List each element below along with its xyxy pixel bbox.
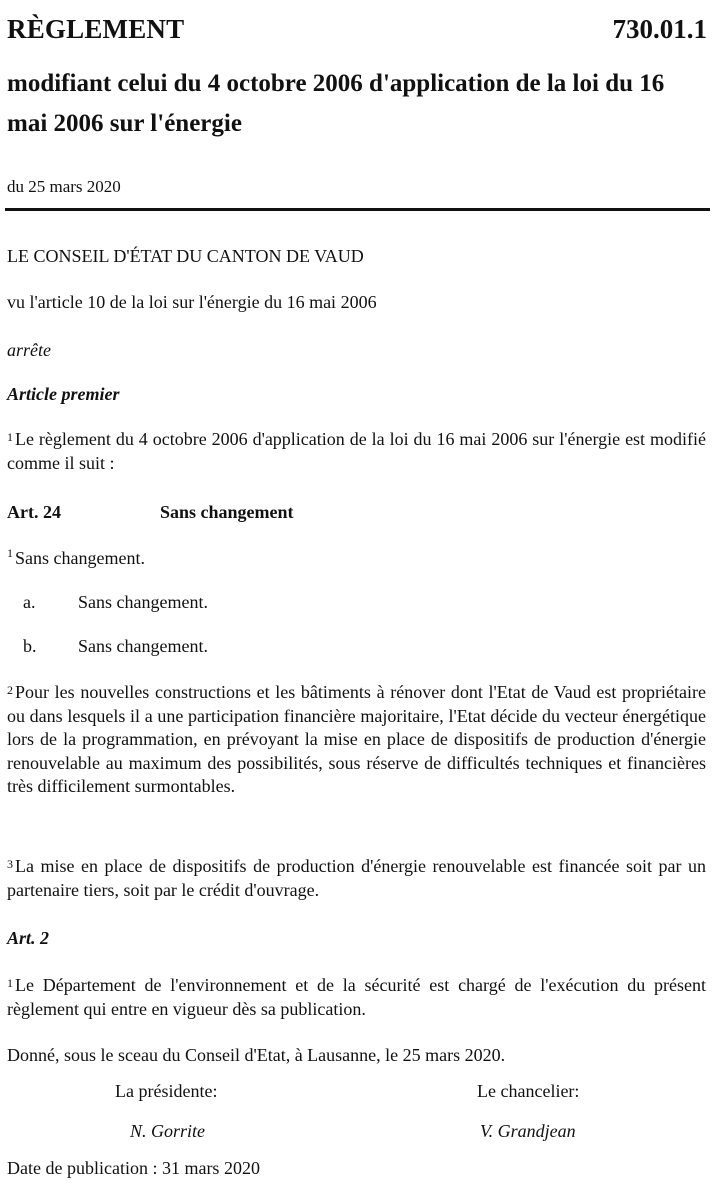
paragraph-number: 1 [7,546,13,560]
art24-item-a-label: a. [23,592,36,612]
art2-paragraph-1 [7,974,706,1021]
article-premier-paragraph-1 [7,428,706,475]
paragraph-number: 3 [7,857,13,871]
header-divider [5,208,710,211]
art24-paragraph-2 [7,681,706,799]
paragraph-number: 1 [7,430,13,444]
signature-left-role: La présidente: [115,1081,218,1101]
art24-title: Sans changement [160,502,294,522]
art24-item-b: Sans changement. [78,636,208,656]
paragraph-number: 2 [7,683,13,697]
signature-right-name: V. Grandjean [480,1121,576,1141]
authority-line: LE CONSEIL D'ÉTAT DU CANTON DE VAUD [7,246,364,266]
paragraph-text: Sans changement. [15,548,145,568]
document-title: modifiant celui du 4 octobre 2006 d'application de la loi du 16 mai 2006 sur l'énergie [7,70,665,137]
document-number: 730.01.1 [612,14,707,44]
art2-heading: Art. 2 [7,928,50,948]
legal-basis-line: vu l'article 10 de la loi sur l'énergie du 16 mai 2006 [7,292,377,312]
art24-item-b-label: b. [23,636,37,656]
paragraph-text: La mise en place de dispositifs de production d'énergie renouvelable est financée soit par un partenaire tiers, soit par le crédit d'ouvrage. [7,856,706,900]
document-date: du 25 mars 2020 [7,177,121,196]
decree-word: arrête [7,340,51,360]
closing-formula: Donné, sous le sceau du Conseil d'Etat, à Lausanne, le 25 mars 2020. [7,1045,506,1065]
art24-paragraph-3 [7,855,706,902]
paragraph-text: Pour les nouvelles constructions et les bâtiments à rénover dont l'Etat de Vaud est propriétaire ou dans lesquels il a une participation financière majoritaire, l'Etat décide du vecteur énergétique lors de la programmation, en prévoyant la mise en place de dispositifs de production d'énergie renouvelable au maximum des possibilités, sous réserve de difficultés techniques et financières très difficilement surmontables. [7,682,706,796]
paragraph-number: 1 [7,976,13,990]
signature-right-role: Le chancelier: [477,1081,580,1101]
art24-paragraph-1 [7,548,145,569]
paragraph-text: Le Département de l'environnement et de la sécurité est chargé de l'exécution du présent règlement qui entre en vigueur dès sa publication. [7,975,706,1019]
signature-left-name: N. Gorrite [130,1121,206,1141]
art24-label: Art. 24 [7,502,61,522]
publication-date: Date de publication : 31 mars 2020 [7,1158,260,1178]
paragraph-text: Le règlement du 4 octobre 2006 d'application de la loi du 16 mai 2006 sur l'énergie est modifié comme il suit : [7,429,706,473]
article-premier-heading: Article premier [7,384,120,404]
art24-item-a: Sans changement. [78,592,208,612]
document-type: RÈGLEMENT [7,14,185,44]
